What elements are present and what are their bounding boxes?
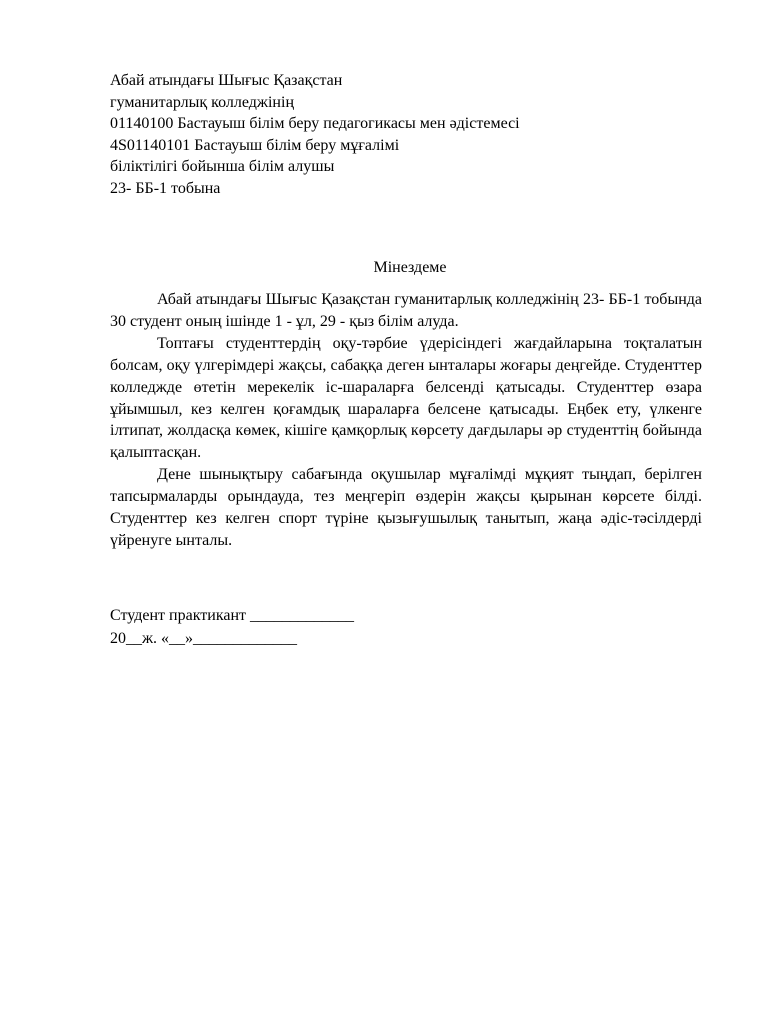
header-line-college-name: Абай атындағы Шығыс Қазақстан xyxy=(110,72,343,89)
date-line: 20__ж. «__»_____________ xyxy=(110,630,298,647)
paragraph-physical-education: Дене шынықтыру сабағында оқушылар мұғалімді мұқият тыңдап, берілген тапсырмаларды орындауда, тез меңгеріп өздерін жақсы қырынан көрсете білді. Студенттер кез келген спорт түріне қызығушылық танытып, жаңа әдіс-тәсілдерді үйренуге ынталы. xyxy=(110,466,702,549)
student-signature-line: Студент практикант _____________ xyxy=(110,607,354,624)
header-line-qualification: біліктілігі бойынша білім алушы xyxy=(110,158,335,175)
addressee-header xyxy=(110,70,670,199)
document-body xyxy=(110,289,702,552)
header-line-qualification-code: 4S01140101 Бастауыш білім беру мұғалімі xyxy=(110,136,400,154)
header-line-college: гуманитарлық колледжінің xyxy=(110,93,294,111)
paragraph-group-characteristics: Топтағы студенттердің оқу-тәрбие үдерісіндегі жағдайларына тоқталатын болсам, оқу үлгерімдері жақсы, сабаққа деген ынталары жоғары деңгейде. Студенттер колледжде өтетін мерекелік іс-шараларға белсенді қатысады. Студенттер өзара ұйымшыл, кез келген қоғамдық шараларға белсене қатысады. Еңбек ету, үлкенге ілтипат, жолдасқа көмек, кішіге қамқорлық көрсету дағдылары әр студенттің бойында қалыптасқан. xyxy=(110,334,702,462)
header-line-specialty: 01140100 Бастауыш білім беру педагогикасы мен әдістемесі xyxy=(110,115,520,132)
paragraph-group-info: Абай атындағы Шығыс Қазақстан гуманитарлық колледжінің 23- ББ-1 тобында 30 студент оның ішінде 1 - ұл, 29 - қыз білім алуда. xyxy=(110,291,702,330)
document-title: Мінездеме xyxy=(373,259,447,276)
header-line-group: 23- ББ-1 тобына xyxy=(110,179,221,197)
signature-block xyxy=(110,604,510,650)
